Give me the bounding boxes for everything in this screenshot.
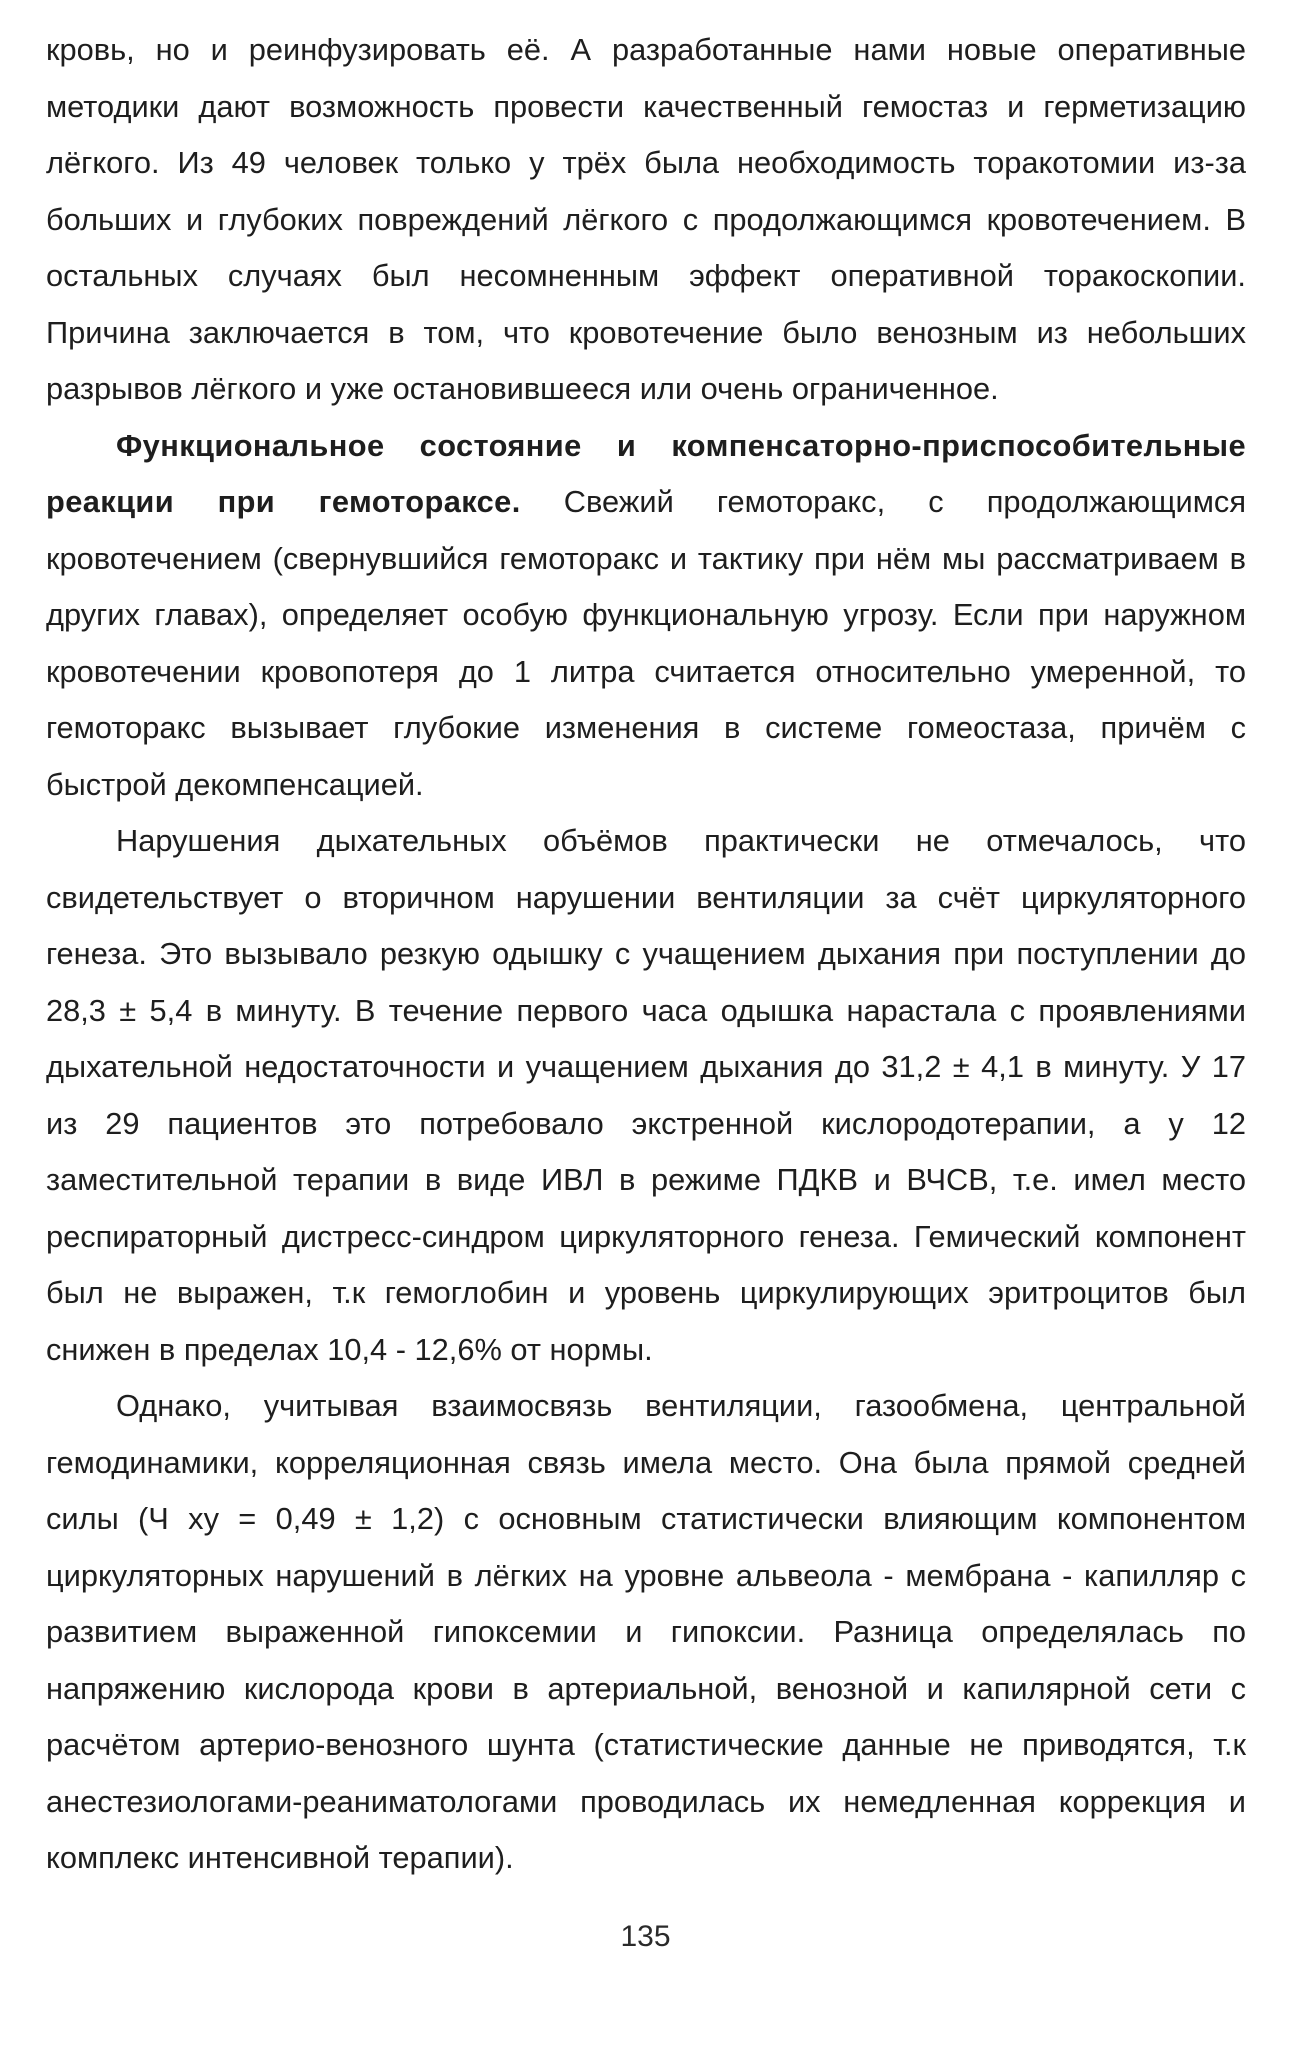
paragraph-2 (46, 418, 1246, 814)
paragraph-3 (46, 813, 1246, 1378)
paragraph-3-text: Нарушения дыхательных объёмов практически не отмечалось, что свидетельствует о вторичном нарушении вентиляции за счёт циркуляторного генеза. Это вызывало резкую одышку с учащением дыхания при поступлении до 28,3 ± 5,4 в минуту. В течение первого часа одышка нарастала с проявлениями дыхательной недостаточности и учащением дыхания до 31,2 ± 4,1 в минуту. У 17 из 29 пациентов это потребовало экстренной кислородотерапии, а у 12 заместительной терапии в виде ИВЛ в режиме ПДКВ и ВЧСВ, т.е. имел место респираторный дистресс-синдром циркуляторного генеза. Гемический компонент был не выражен, т.к гемоглобин и уровень циркулирующих эритроцитов был снижен в пределах 10,4 - 12,6% от нормы. (46, 823, 1246, 1367)
paragraph-1 (46, 22, 1246, 418)
page-body (46, 22, 1246, 1887)
paragraph-4 (46, 1378, 1246, 1887)
paragraph-4-text: Однако, учитывая взаимосвязь вентиляции, газообмена, центральной гемодинамики, корреляционная связь имела место. Она была прямой средней силы (Ч xy = 0,49 ± 1,2) с основным статистически влияющим компонентом циркуляторных нарушений в лёгких на уровне альвеола - мембрана - капилляр с развитием выраженной гипоксемии и гипоксии. Разница определялась по напряжению кислорода крови в артериальной, венозной и капилярной сети с расчётом артерио-венозного шунта (статистические данные не приводятся, т.к анестезиологами-реаниматологами проводилась их немедленная коррекция и комплекс интенсивной терапии). (46, 1388, 1246, 1875)
page-number: 135 (620, 1920, 671, 1953)
paragraph-2-text: Свежий гемоторакс, с продолжающимся кровотечением (свернувшийся гемоторакс и тактику при нём мы рассматриваем в других главах), определяет особую функциональную угрозу. Если при наружном кровотечении кровопотеря до 1 литра считается относительно умеренной, то гемоторакс вызывает глубокие изменения в системе гомеостаза, причём с быстрой декомпенсацией. (46, 484, 1246, 802)
section-heading: Функциональное состояние и компенсаторно-приспособительные реакции при гемотораксе. (46, 427, 1246, 519)
paragraph-1-text: кровь, но и реинфузировать её. А разработанные нами новые оперативные методики дают возможность провести качественный гемостаз и герметизацию лёгкого. Из 49 человек только у трёх была необходимость торакотомии из-за больших и глубоких повреждений лёгкого с продолжающимся кровотечением. В остальных случаях был несомненным эффект оперативной торакоскопии. Причина заключается в том, что кровотечение было венозным из небольших разрывов лёгкого и уже остановившееся или очень ограниченное. (46, 32, 1246, 406)
